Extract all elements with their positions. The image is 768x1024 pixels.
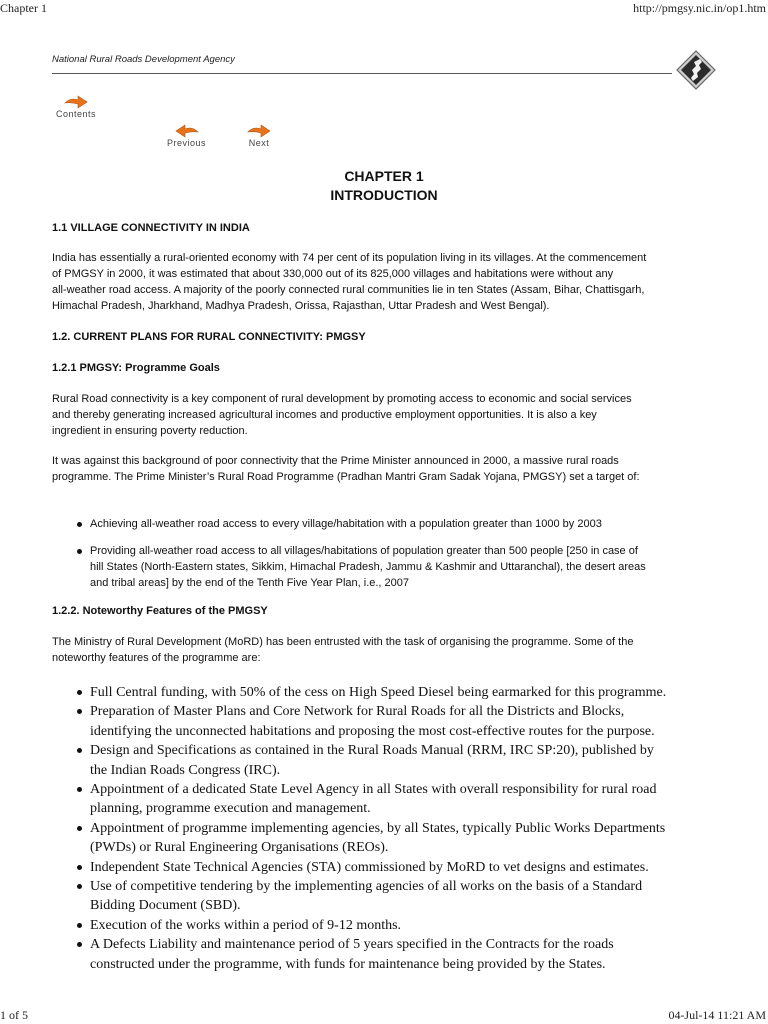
subsection-heading: 1.2.2. Noteworthy Features of the PMGSY xyxy=(52,605,268,617)
subsection-heading: 1.2.1 PMGSY: Programme Goals xyxy=(52,362,220,374)
list-item xyxy=(52,858,715,877)
next-link[interactable] xyxy=(246,124,272,148)
text-line: all-weather road access. A majority of the poorly connected rural communities lie in ten States (Assam, Bihar, Chattisgarh, xyxy=(52,284,645,296)
text-line: The Ministry of Rural Development (MoRD) has been entrusted with the task of organising the programme. Some of the xyxy=(52,636,634,648)
arrow-left-icon xyxy=(174,124,200,138)
list-item xyxy=(52,516,715,532)
paragraph xyxy=(52,453,715,485)
paragraph xyxy=(52,250,715,314)
text-line: identifying the unconnected habitations and proposing the most cost-effective routes for the purpose. xyxy=(90,723,655,739)
section-heading: 1.1 VILLAGE CONNECTIVITY IN INDIA xyxy=(52,222,250,234)
text-line: Independent State Technical Agencies (STA) commissioned by MoRD to vet designs and estimates. xyxy=(90,859,649,875)
list-item xyxy=(52,877,715,916)
text-line: the Indian Roads Congress (IRC). xyxy=(90,762,281,778)
arrow-right-icon xyxy=(63,95,89,109)
text-line: Design and Specifications as contained in the Rural Roads Manual (RRM, IRC SP:20), published by xyxy=(90,743,654,759)
text-line: Appointment of a dedicated State Level Agency in all States with overall responsibility for rural road xyxy=(90,782,657,798)
contents-label: Contents xyxy=(56,109,97,119)
previous-label: Previous xyxy=(167,138,207,148)
text-line: India has essentially a rural-oriented economy with 74 per cent of its population living in its villages. At the commencement xyxy=(52,252,647,264)
contents-link[interactable] xyxy=(56,95,96,119)
list-item xyxy=(52,780,715,819)
text-line: constructed under the programme, with funds for maintenance being provided by the States. xyxy=(90,956,606,972)
text-line: Achieving all-weather road access to every village/habitation with a population greater than 1000 by 2003 xyxy=(90,518,602,530)
text-line: Preparation of Master Plans and Core Network for Rural Roads for all the Districts and Blocks, xyxy=(90,704,625,720)
text-line: It was against this background of poor connectivity that the Prime Minister announced in 2000, a massive rural roads xyxy=(52,455,619,467)
text-line: of PMGSY in 2000, it was estimated that about 330,000 out of its 825,000 villages and habitations were without any xyxy=(52,268,614,280)
list-item xyxy=(52,741,715,780)
print-footer-timestamp: 04-Jul-14 11:21 AM xyxy=(668,1008,766,1022)
print-footer-page: 1 of 5 xyxy=(0,1008,28,1022)
chapter-title: INTRODUCTION xyxy=(330,187,438,203)
features-list xyxy=(52,683,715,974)
text-line: Himachal Pradesh, Jharkhand, Madhya Pradesh, Orissa, Rajasthan, Uttar Pradesh and West Bengal). xyxy=(52,300,550,312)
list-item xyxy=(52,916,715,935)
previous-link[interactable] xyxy=(167,124,206,148)
text-line: planning, programme execution and management. xyxy=(90,801,371,817)
text-line: Execution of the works within a period of 9-12 months. xyxy=(90,917,402,933)
paragraph xyxy=(52,634,715,666)
text-line: and thereby generating increased agricultural incomes and productive employment opportunities. It is also a key xyxy=(52,409,597,421)
list-item xyxy=(52,683,715,702)
section-heading: 1.2. CURRENT PLANS FOR RURAL CONNECTIVITY: PMGSY xyxy=(52,331,366,343)
print-header-url: http://pmgsy.nic.in/op1.htm xyxy=(633,1,766,15)
list-item xyxy=(52,935,715,974)
text-line: and tribal areas] by the end of the Tenth Five Year Plan, i.e., 2007 xyxy=(90,577,410,589)
arrow-right-icon xyxy=(246,124,272,138)
text-line: ingredient in ensuring poverty reduction. xyxy=(52,425,248,437)
list-item xyxy=(52,543,715,591)
chapter-number: CHAPTER 1 xyxy=(344,168,424,184)
header-rule xyxy=(52,73,672,74)
print-header-title: Chapter 1 xyxy=(0,1,47,15)
text-line: A Defects Liability and maintenance period of 5 years specified in the Contracts for the roads xyxy=(90,937,614,953)
text-line: Providing all-weather road access to all villages/habitations of population greater than 500 people [250 in case of xyxy=(90,545,638,557)
list-item xyxy=(52,819,715,858)
text-line: Appointment of programme implementing agencies, by all States, typically Public Works Departments xyxy=(90,820,666,836)
text-line: Full Central funding, with 50% of the cess on High Speed Diesel being earmarked for this programme. xyxy=(90,685,667,700)
text-line: programme. The Prime Minister’s Rural Road Programme (Pradhan Mantri Gram Sadak Yojana, PMGSY) set a target of: xyxy=(52,471,640,483)
text-line: Bidding Document (SBD). xyxy=(90,898,241,914)
paragraph xyxy=(52,391,715,439)
text-line: hill States (North-Eastern states, Sikkim, Himachal Pradesh, Jammu & Kashmir and Uttaranchal), the desert areas xyxy=(90,561,646,573)
text-line: noteworthy features of the programme are: xyxy=(52,652,261,664)
agency-logo-icon xyxy=(676,50,716,90)
text-line: (PWDs) or Rural Engineering Organisations (REOs). xyxy=(90,840,389,856)
agency-name: National Rural Roads Development Agency xyxy=(52,54,235,65)
target-list xyxy=(52,516,715,591)
text-line: Use of competitive tendering by the implementing agencies of all works on the basis of a Standard xyxy=(90,879,643,895)
next-label: Next xyxy=(248,138,270,148)
list-item xyxy=(52,702,715,741)
text-line: Rural Road connectivity is a key component of rural development by promoting access to economic and social services xyxy=(52,393,632,405)
